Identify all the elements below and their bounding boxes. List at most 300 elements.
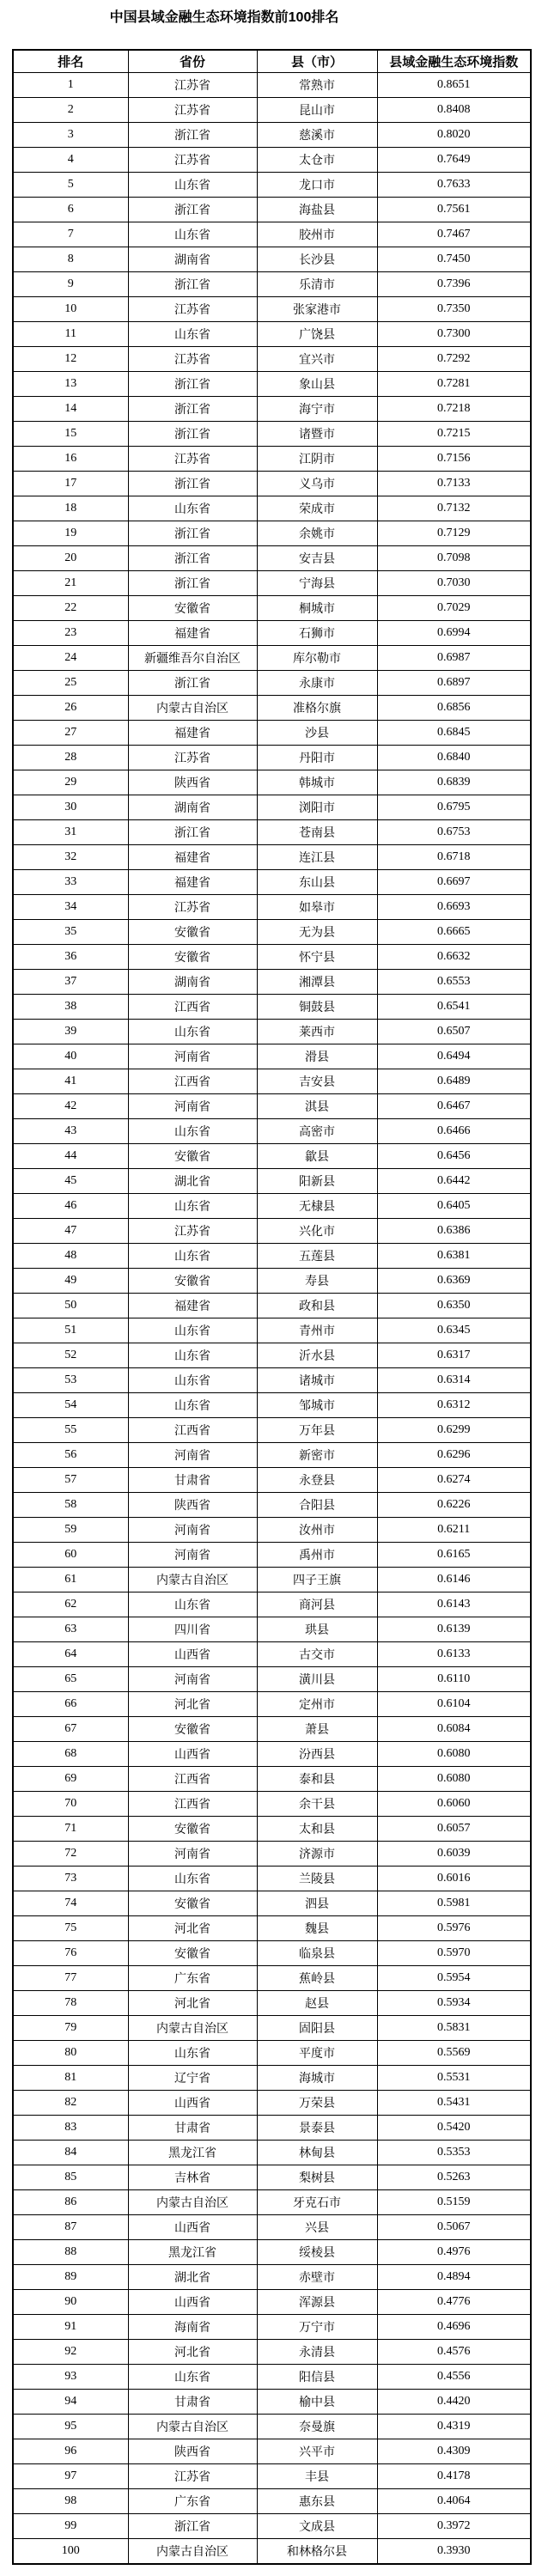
cell-index: 0.6386 xyxy=(377,1219,531,1244)
cell-province: 新疆维吾尔自治区 xyxy=(128,646,257,671)
cell-county: 怀宁县 xyxy=(257,945,377,970)
table-row xyxy=(13,2290,531,2315)
cell-rank: 29 xyxy=(13,770,128,795)
cell-index: 0.6060 xyxy=(377,1792,531,1817)
column-header-index: 县域金融生态环境指数 xyxy=(377,50,531,73)
cell-index: 0.6296 xyxy=(377,1443,531,1468)
table-row xyxy=(13,2365,531,2390)
table-row xyxy=(13,1742,531,1767)
cell-province: 山东省 xyxy=(128,496,257,521)
cell-index: 0.7029 xyxy=(377,596,531,621)
cell-index: 0.6312 xyxy=(377,1393,531,1418)
cell-rank: 89 xyxy=(13,2265,128,2290)
cell-rank: 27 xyxy=(13,721,128,746)
table-row xyxy=(13,2066,531,2091)
cell-rank: 73 xyxy=(13,1867,128,1891)
cell-index: 0.6693 xyxy=(377,895,531,920)
cell-province: 山西省 xyxy=(128,1742,257,1767)
cell-province: 安徽省 xyxy=(128,945,257,970)
cell-county: 文成县 xyxy=(257,2514,377,2539)
cell-county: 余干县 xyxy=(257,1792,377,1817)
cell-county: 泗县 xyxy=(257,1891,377,1916)
table-row xyxy=(13,1269,531,1294)
cell-rank: 80 xyxy=(13,2041,128,2066)
cell-province: 浙江省 xyxy=(128,546,257,571)
cell-province: 江苏省 xyxy=(128,148,257,173)
cell-province: 山西省 xyxy=(128,2290,257,2315)
cell-county: 无为县 xyxy=(257,920,377,945)
table-row xyxy=(13,2340,531,2365)
table-row xyxy=(13,1169,531,1194)
cell-rank: 39 xyxy=(13,1020,128,1044)
cell-province: 河南省 xyxy=(128,1044,257,1069)
cell-province: 内蒙古自治区 xyxy=(128,2190,257,2215)
cell-county: 淇县 xyxy=(257,1094,377,1119)
cell-rank: 92 xyxy=(13,2340,128,2365)
cell-county: 景泰县 xyxy=(257,2116,377,2141)
cell-province: 广东省 xyxy=(128,2489,257,2514)
table-row xyxy=(13,1916,531,1941)
cell-county: 万荣县 xyxy=(257,2091,377,2116)
cell-province: 山东省 xyxy=(128,2041,257,2066)
table-row xyxy=(13,2091,531,2116)
cell-rank: 10 xyxy=(13,297,128,322)
cell-province: 安徽省 xyxy=(128,920,257,945)
cell-province: 辽宁省 xyxy=(128,2066,257,2091)
cell-rank: 72 xyxy=(13,1842,128,1867)
cell-county: 丹阳市 xyxy=(257,746,377,770)
cell-index: 0.7649 xyxy=(377,148,531,173)
cell-index: 0.4696 xyxy=(377,2315,531,2340)
cell-province: 江西省 xyxy=(128,995,257,1020)
cell-index: 0.6146 xyxy=(377,1568,531,1592)
cell-index: 0.6369 xyxy=(377,1269,531,1294)
cell-province: 陕西省 xyxy=(128,1493,257,1518)
cell-index: 0.6665 xyxy=(377,920,531,945)
cell-province: 内蒙古自治区 xyxy=(128,2539,257,2565)
cell-index: 0.6456 xyxy=(377,1144,531,1169)
cell-index: 0.6795 xyxy=(377,795,531,820)
cell-rank: 37 xyxy=(13,970,128,995)
cell-province: 山东省 xyxy=(128,1343,257,1368)
header-row xyxy=(13,50,531,73)
cell-index: 0.7030 xyxy=(377,571,531,596)
cell-province: 山东省 xyxy=(128,1368,257,1393)
cell-index: 0.5954 xyxy=(377,1966,531,1991)
cell-county: 宜兴市 xyxy=(257,347,377,372)
cell-index: 0.5420 xyxy=(377,2116,531,2141)
cell-rank: 38 xyxy=(13,995,128,1020)
table-row xyxy=(13,920,531,945)
cell-province: 四川省 xyxy=(128,1617,257,1642)
cell-county: 惠东县 xyxy=(257,2489,377,2514)
cell-province: 山东省 xyxy=(128,1119,257,1144)
cell-rank: 50 xyxy=(13,1294,128,1318)
table-row xyxy=(13,1667,531,1692)
table-row xyxy=(13,1418,531,1443)
cell-rank: 96 xyxy=(13,2439,128,2464)
table-row xyxy=(13,1568,531,1592)
cell-index: 0.6016 xyxy=(377,1867,531,1891)
cell-index: 0.6274 xyxy=(377,1468,531,1493)
cell-county: 阳信县 xyxy=(257,2365,377,2390)
cell-county: 汾西县 xyxy=(257,1742,377,1767)
cell-rank: 7 xyxy=(13,222,128,247)
cell-rank: 31 xyxy=(13,820,128,845)
cell-index: 0.6541 xyxy=(377,995,531,1020)
cell-province: 山东省 xyxy=(128,173,257,198)
cell-province: 湖南省 xyxy=(128,247,257,272)
cell-province: 内蒙古自治区 xyxy=(128,2415,257,2439)
cell-county: 四子王旗 xyxy=(257,1568,377,1592)
table-row xyxy=(13,2190,531,2215)
cell-province: 江西省 xyxy=(128,1767,257,1792)
table-row xyxy=(13,1991,531,2016)
cell-index: 0.6080 xyxy=(377,1742,531,1767)
cell-county: 海盐县 xyxy=(257,198,377,222)
cell-province: 河南省 xyxy=(128,1842,257,1867)
table-row xyxy=(13,148,531,173)
cell-index: 0.6143 xyxy=(377,1592,531,1617)
cell-county: 泰和县 xyxy=(257,1767,377,1792)
cell-index: 0.5981 xyxy=(377,1891,531,1916)
cell-county: 新密市 xyxy=(257,1443,377,1468)
cell-province: 河南省 xyxy=(128,1543,257,1568)
cell-index: 0.8408 xyxy=(377,98,531,123)
cell-rank: 26 xyxy=(13,696,128,721)
cell-rank: 60 xyxy=(13,1543,128,1568)
cell-county: 牙克石市 xyxy=(257,2190,377,2215)
cell-county: 临泉县 xyxy=(257,1941,377,1966)
table-row xyxy=(13,2439,531,2464)
cell-county: 昆山市 xyxy=(257,98,377,123)
table-row xyxy=(13,1692,531,1717)
cell-county: 永登县 xyxy=(257,1468,377,1493)
table-row xyxy=(13,621,531,646)
cell-province: 山西省 xyxy=(128,2091,257,2116)
cell-index: 0.6104 xyxy=(377,1692,531,1717)
cell-index: 0.6697 xyxy=(377,870,531,895)
cell-province: 山西省 xyxy=(128,2215,257,2240)
table-row xyxy=(13,895,531,920)
cell-county: 安吉县 xyxy=(257,546,377,571)
cell-county: 寿县 xyxy=(257,1269,377,1294)
cell-index: 0.6299 xyxy=(377,1418,531,1443)
cell-rank: 77 xyxy=(13,1966,128,1991)
table-row xyxy=(13,2265,531,2290)
cell-rank: 83 xyxy=(13,2116,128,2141)
table-row xyxy=(13,472,531,496)
cell-index: 0.6057 xyxy=(377,1817,531,1842)
cell-index: 0.5353 xyxy=(377,2141,531,2165)
cell-county: 阳新县 xyxy=(257,1169,377,1194)
table-row xyxy=(13,1717,531,1742)
cell-rank: 79 xyxy=(13,2016,128,2041)
table-row xyxy=(13,1518,531,1543)
cell-county: 太仓市 xyxy=(257,148,377,173)
cell-index: 0.7281 xyxy=(377,372,531,397)
cell-rank: 24 xyxy=(13,646,128,671)
cell-province: 浙江省 xyxy=(128,820,257,845)
cell-rank: 25 xyxy=(13,671,128,696)
cell-rank: 62 xyxy=(13,1592,128,1617)
cell-province: 内蒙古自治区 xyxy=(128,2016,257,2041)
table-row xyxy=(13,696,531,721)
cell-rank: 100 xyxy=(13,2539,128,2565)
cell-province: 河北省 xyxy=(128,2340,257,2365)
cell-province: 浙江省 xyxy=(128,123,257,148)
cell-rank: 21 xyxy=(13,571,128,596)
cell-province: 江西省 xyxy=(128,1069,257,1094)
cell-index: 0.4776 xyxy=(377,2290,531,2315)
cell-county: 梨树县 xyxy=(257,2165,377,2190)
cell-index: 0.5970 xyxy=(377,1941,531,1966)
cell-province: 山东省 xyxy=(128,1867,257,1891)
table-row xyxy=(13,422,531,447)
table-row xyxy=(13,571,531,596)
cell-county: 张家港市 xyxy=(257,297,377,322)
table-row xyxy=(13,2415,531,2439)
cell-index: 0.6381 xyxy=(377,1244,531,1269)
table-row xyxy=(13,646,531,671)
cell-rank: 99 xyxy=(13,2514,128,2539)
cell-rank: 42 xyxy=(13,1094,128,1119)
cell-rank: 18 xyxy=(13,496,128,521)
cell-province: 山东省 xyxy=(128,1393,257,1418)
cell-rank: 51 xyxy=(13,1318,128,1343)
cell-province: 山东省 xyxy=(128,1244,257,1269)
table-row xyxy=(13,1543,531,1568)
cell-province: 江苏省 xyxy=(128,297,257,322)
table-row xyxy=(13,2016,531,2041)
cell-index: 0.6467 xyxy=(377,1094,531,1119)
cell-county: 海宁市 xyxy=(257,397,377,422)
table-row xyxy=(13,2041,531,2066)
table-row xyxy=(13,1343,531,1368)
cell-province: 浙江省 xyxy=(128,472,257,496)
cell-index: 0.6753 xyxy=(377,820,531,845)
table-row xyxy=(13,397,531,422)
table-row xyxy=(13,746,531,770)
cell-rank: 76 xyxy=(13,1941,128,1966)
page-title: 中国县域金融生态环境指数前100排名 xyxy=(109,10,339,25)
cell-county: 济源市 xyxy=(257,1842,377,1867)
cell-index: 0.6507 xyxy=(377,1020,531,1044)
cell-index: 0.7450 xyxy=(377,247,531,272)
cell-county: 和林格尔县 xyxy=(257,2539,377,2565)
cell-county: 苍南县 xyxy=(257,820,377,845)
cell-index: 0.8651 xyxy=(377,73,531,98)
cell-rank: 93 xyxy=(13,2365,128,2390)
cell-rank: 20 xyxy=(13,546,128,571)
cell-index: 0.4976 xyxy=(377,2240,531,2265)
cell-county: 平度市 xyxy=(257,2041,377,2066)
cell-index: 0.6211 xyxy=(377,1518,531,1543)
cell-county: 高密市 xyxy=(257,1119,377,1144)
cell-province: 湖南省 xyxy=(128,970,257,995)
cell-rank: 2 xyxy=(13,98,128,123)
cell-county: 常熟市 xyxy=(257,73,377,98)
cell-county: 诸城市 xyxy=(257,1368,377,1393)
table-row xyxy=(13,546,531,571)
table-row xyxy=(13,1219,531,1244)
cell-rank: 36 xyxy=(13,945,128,970)
cell-province: 浙江省 xyxy=(128,198,257,222)
table-row xyxy=(13,870,531,895)
cell-county: 林甸县 xyxy=(257,2141,377,2165)
cell-county: 万宁市 xyxy=(257,2315,377,2340)
cell-county: 吉安县 xyxy=(257,1069,377,1094)
cell-province: 黑龙江省 xyxy=(128,2240,257,2265)
cell-province: 甘肃省 xyxy=(128,2390,257,2415)
cell-index: 0.6110 xyxy=(377,1667,531,1692)
cell-county: 韩城市 xyxy=(257,770,377,795)
cell-province: 浙江省 xyxy=(128,2514,257,2539)
cell-county: 宁海县 xyxy=(257,571,377,596)
cell-rank: 13 xyxy=(13,372,128,397)
cell-county: 长沙县 xyxy=(257,247,377,272)
cell-rank: 57 xyxy=(13,1468,128,1493)
table-row xyxy=(13,1493,531,1518)
cell-rank: 64 xyxy=(13,1642,128,1667)
table-row xyxy=(13,1368,531,1393)
cell-index: 0.3972 xyxy=(377,2514,531,2539)
table-row xyxy=(13,596,531,621)
table-row xyxy=(13,1468,531,1493)
cell-province: 江西省 xyxy=(128,1418,257,1443)
table-row xyxy=(13,2390,531,2415)
cell-county: 江阴市 xyxy=(257,447,377,472)
table-row xyxy=(13,372,531,397)
cell-province: 湖北省 xyxy=(128,1169,257,1194)
cell-province: 山东省 xyxy=(128,1020,257,1044)
table-row xyxy=(13,1393,531,1418)
cell-rank: 67 xyxy=(13,1717,128,1742)
cell-index: 0.7133 xyxy=(377,472,531,496)
cell-index: 0.6839 xyxy=(377,770,531,795)
cell-province: 安徽省 xyxy=(128,596,257,621)
table-row xyxy=(13,297,531,322)
cell-province: 浙江省 xyxy=(128,272,257,297)
cell-county: 永清县 xyxy=(257,2340,377,2365)
table-row xyxy=(13,347,531,372)
cell-province: 江苏省 xyxy=(128,447,257,472)
cell-province: 海南省 xyxy=(128,2315,257,2340)
table-row xyxy=(13,521,531,546)
cell-rank: 53 xyxy=(13,1368,128,1393)
cell-province: 山东省 xyxy=(128,1318,257,1343)
table-row xyxy=(13,198,531,222)
cell-index: 0.5431 xyxy=(377,2091,531,2116)
table-row xyxy=(13,1044,531,1069)
cell-index: 0.7156 xyxy=(377,447,531,472)
cell-rank: 59 xyxy=(13,1518,128,1543)
cell-county: 古交市 xyxy=(257,1642,377,1667)
cell-index: 0.5934 xyxy=(377,1991,531,2016)
cell-index: 0.6345 xyxy=(377,1318,531,1343)
cell-rank: 34 xyxy=(13,895,128,920)
cell-county: 丰县 xyxy=(257,2464,377,2489)
cell-province: 山东省 xyxy=(128,1194,257,1219)
column-header-province: 省份 xyxy=(128,50,257,73)
cell-rank: 9 xyxy=(13,272,128,297)
cell-province: 江苏省 xyxy=(128,1219,257,1244)
cell-index: 0.6840 xyxy=(377,746,531,770)
cell-rank: 8 xyxy=(13,247,128,272)
cell-county: 无棣县 xyxy=(257,1194,377,1219)
cell-county: 合阳县 xyxy=(257,1493,377,1518)
cell-province: 陕西省 xyxy=(128,770,257,795)
cell-rank: 69 xyxy=(13,1767,128,1792)
cell-province: 江苏省 xyxy=(128,895,257,920)
cell-county: 铜鼓县 xyxy=(257,995,377,1020)
cell-index: 0.4064 xyxy=(377,2489,531,2514)
cell-rank: 66 xyxy=(13,1692,128,1717)
cell-index: 0.5159 xyxy=(377,2190,531,2215)
cell-county: 象山县 xyxy=(257,372,377,397)
cell-province: 河南省 xyxy=(128,1094,257,1119)
cell-index: 0.6553 xyxy=(377,970,531,995)
cell-county: 兰陵县 xyxy=(257,1867,377,1891)
cell-rank: 84 xyxy=(13,2141,128,2165)
table-row xyxy=(13,820,531,845)
cell-county: 余姚市 xyxy=(257,521,377,546)
cell-county: 商河县 xyxy=(257,1592,377,1617)
cell-province: 黑龙江省 xyxy=(128,2141,257,2165)
cell-province: 吉林省 xyxy=(128,2165,257,2190)
cell-rank: 6 xyxy=(13,198,128,222)
cell-index: 0.6133 xyxy=(377,1642,531,1667)
cell-province: 内蒙古自治区 xyxy=(128,1568,257,1592)
cell-province: 福建省 xyxy=(128,721,257,746)
cell-rank: 54 xyxy=(13,1393,128,1418)
cell-province: 内蒙古自治区 xyxy=(128,696,257,721)
cell-rank: 87 xyxy=(13,2215,128,2240)
table-row xyxy=(13,1792,531,1817)
cell-rank: 52 xyxy=(13,1343,128,1368)
cell-province: 江苏省 xyxy=(128,73,257,98)
cell-county: 禹州市 xyxy=(257,1543,377,1568)
cell-county: 湘潭县 xyxy=(257,970,377,995)
cell-index: 0.4420 xyxy=(377,2390,531,2415)
table-row xyxy=(13,770,531,795)
cell-rank: 15 xyxy=(13,422,128,447)
cell-rank: 75 xyxy=(13,1916,128,1941)
cell-index: 0.4894 xyxy=(377,2265,531,2290)
cell-province: 湖南省 xyxy=(128,795,257,820)
table-row xyxy=(13,1767,531,1792)
cell-county: 荣成市 xyxy=(257,496,377,521)
cell-rank: 23 xyxy=(13,621,128,646)
cell-rank: 95 xyxy=(13,2415,128,2439)
cell-county: 万年县 xyxy=(257,1418,377,1443)
cell-province: 甘肃省 xyxy=(128,1468,257,1493)
cell-county: 浏阳市 xyxy=(257,795,377,820)
cell-province: 山西省 xyxy=(128,1642,257,1667)
table-row xyxy=(13,1318,531,1343)
cell-index: 0.7396 xyxy=(377,272,531,297)
cell-index: 0.6226 xyxy=(377,1493,531,1518)
cell-province: 江苏省 xyxy=(128,746,257,770)
cell-province: 河北省 xyxy=(128,1916,257,1941)
cell-index: 0.7218 xyxy=(377,397,531,422)
cell-rank: 61 xyxy=(13,1568,128,1592)
cell-county: 兴县 xyxy=(257,2215,377,2240)
cell-index: 0.5569 xyxy=(377,2041,531,2066)
cell-county: 赤壁市 xyxy=(257,2265,377,2290)
table-row xyxy=(13,2315,531,2340)
cell-county: 汝州市 xyxy=(257,1518,377,1543)
